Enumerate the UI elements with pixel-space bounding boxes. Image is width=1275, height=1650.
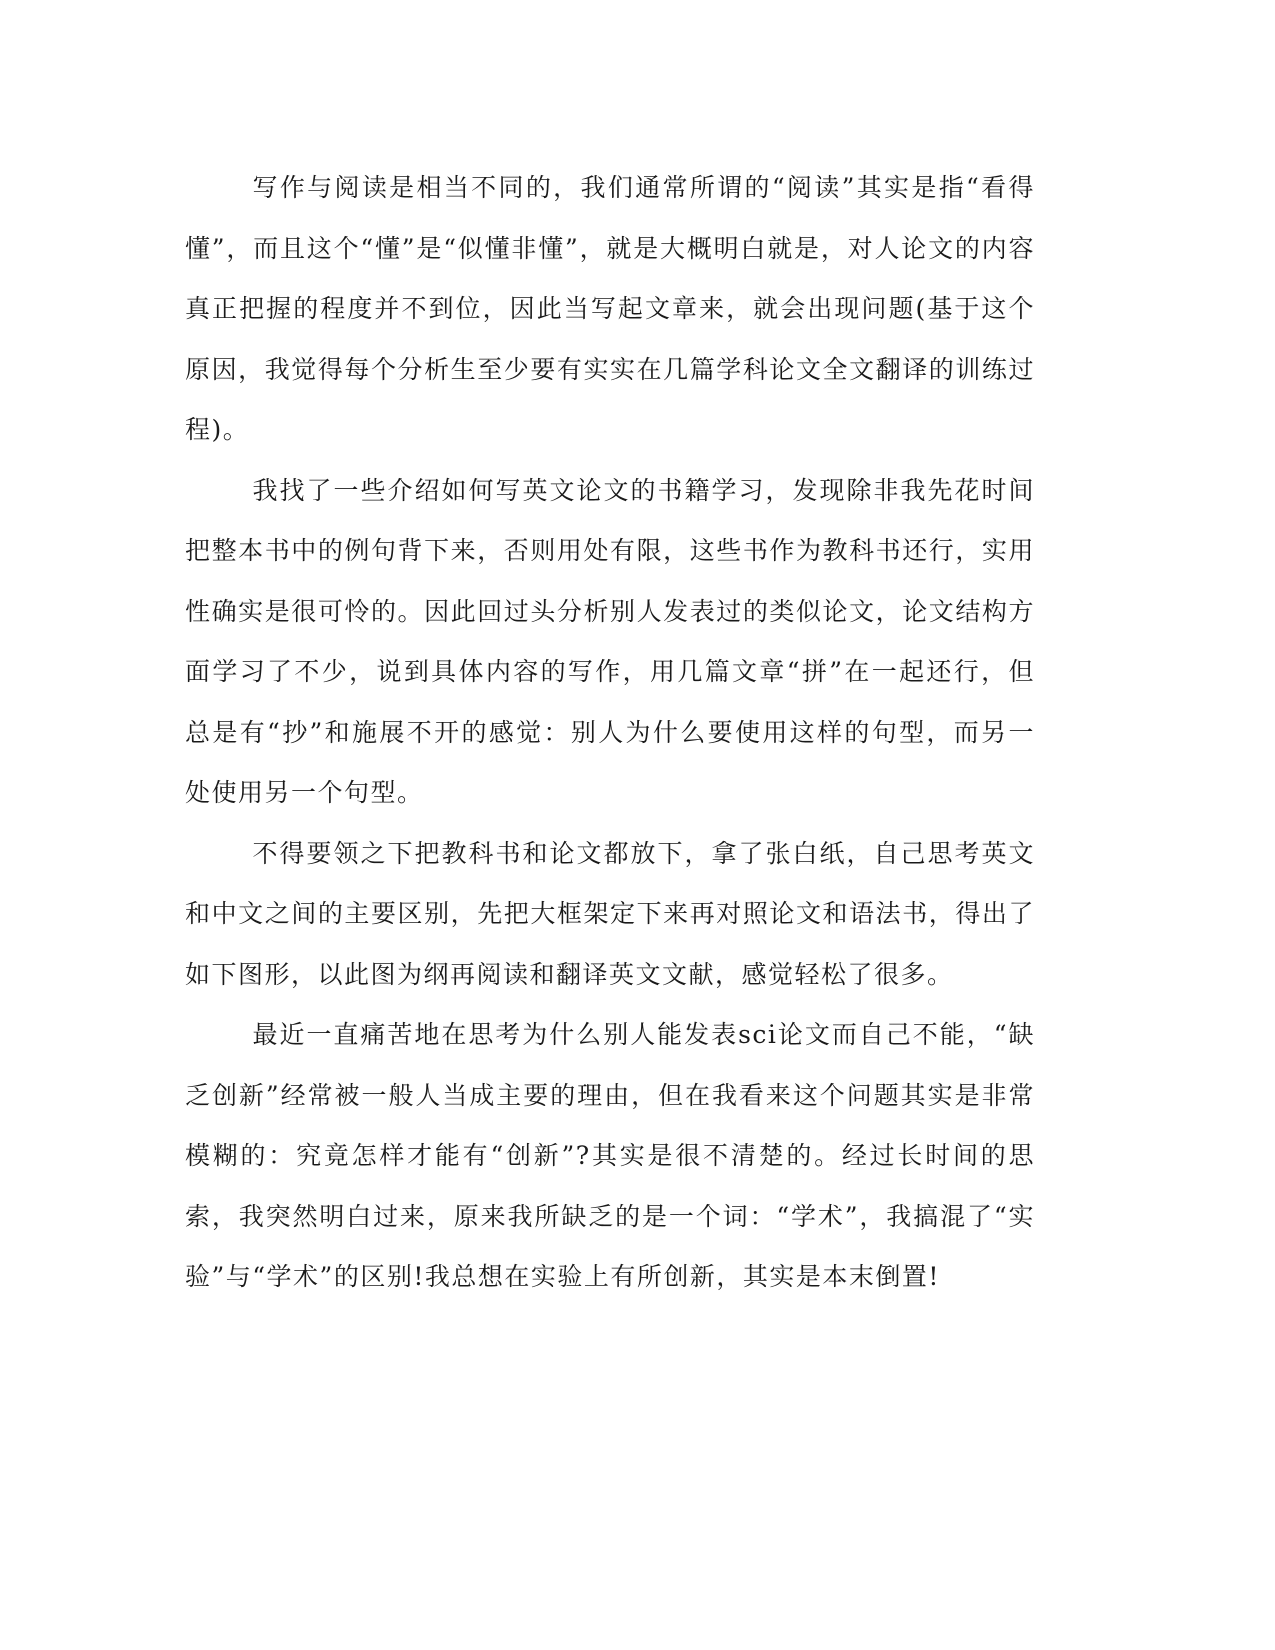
paragraph-1: 写作与阅读是相当不同的，我们通常所谓的“阅读”其实是指“看得懂”，而且这个“懂”是“似懂非懂”，就是大概明白就是，对人论文的内容真正把握的程度并不到位，因此当写起文章来，就会出现问题(基于这个原因，我觉得每个分析生至少要有实实在几篇学科论文全文翻译的训练过程)。 — [185, 173, 1035, 444]
paragraph-4: 最近一直痛苦地在思考为什么别人能发表sci论文而自己不能，“缺乏创新”经常被一般人当成主要的理由，但在我看来这个问题其实是非常模糊的：究竟怎样才能有“创新”?其实是很不清楚的。经过长时间的思索，我突然明白过来，原来我所缺乏的是一个词：“学术”，我搞混了“实验”与“学术”的区别!我总想在实验上有所创新，其实是本末倒置! — [185, 1020, 1035, 1291]
paragraph-3: 不得要领之下把教科书和论文都放下，拿了张白纸，自己思考英文和中文之间的主要区别，先把大框架定下来再对照论文和语法书，得出了如下图形，以此图为纲再阅读和翻译英文文献，感觉轻松了很多。 — [185, 838, 1035, 989]
document-body — [185, 158, 1035, 1308]
paragraph-2: 我找了一些介绍如何写英文论文的书籍学习，发现除非我先花时间把整本书中的例句背下来，否则用处有限，这些书作为教科书还行，实用性确实是很可怜的。因此回过头分析别人发表过的类似论文，论文结构方面学习了不少，说到具体内容的写作，用几篇文章“拼”在一起还行，但总是有“抄”和施展不开的感觉：别人为什么要使用这样的句型，而另一处使用另一个句型。 — [185, 475, 1035, 807]
